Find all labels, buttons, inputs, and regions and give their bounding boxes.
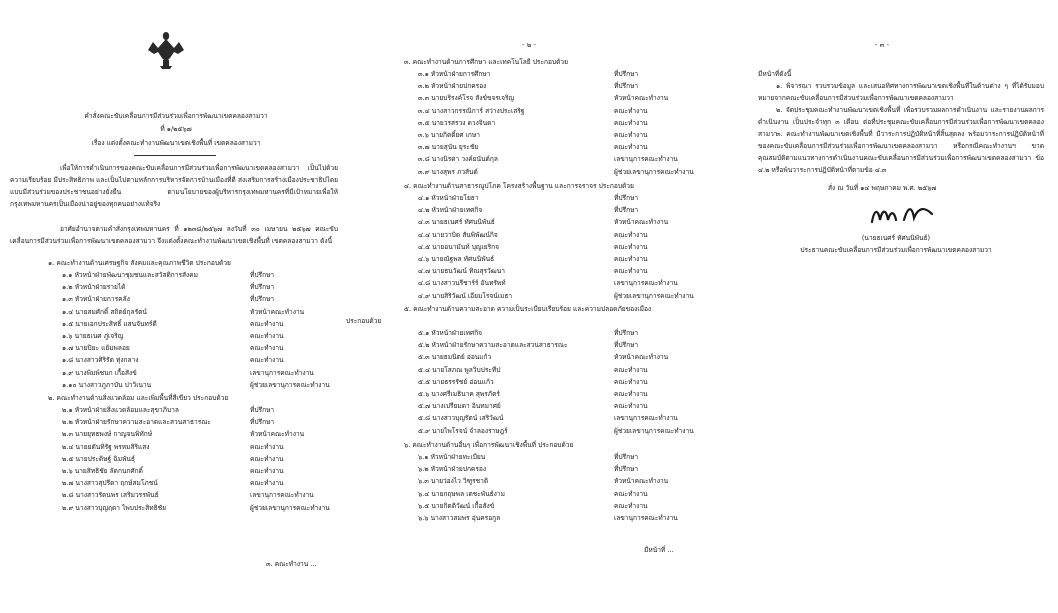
list-item: ๑.๕ นายเอกประสิทธิ์ แสนจันทร์ดี คณะทำงาน (62, 319, 284, 328)
section-4-list (418, 192, 698, 302)
section-4-title: ๔. คณะทำงานด้านสาธารณูปโภค โครงสร้างพื้นฐาน และการจราจร ประกอบด้วย (404, 182, 634, 190)
list-item: ๔.๒ หัวหน้าฝ่ายเทศกิจ ที่ปรึกษา (418, 206, 639, 215)
list-item: ๒.๖ นายสิทธิชัย ลัดกนกศักดิ์ คณะทำงาน (62, 466, 284, 475)
section-5-title: ๕. คณะทำงานด้านความสะอาด ความเป็นระเบียบเรียบร้อย และความปลอดภัยของเมือง (404, 305, 652, 313)
document-page-2 (346, 0, 706, 613)
list-item: ๑.๑๐ นางสาวภูภาบัน ปาวิเนาน ผู้ช่วยเลขานุการคณะทำงาน (62, 380, 330, 389)
section-3-list (418, 68, 698, 178)
list-item: ๑.๓ หัวหน้าฝ่ายการคลัง ที่ปรึกษา (62, 295, 275, 304)
list-item: ๑.๒ หัวหน้าฝ่ายรายได้ ที่ปรึกษา (62, 283, 275, 292)
list-item: ๕.๖ นางศรีเมธินาค สุพรภัตร์ คณะทำงาน (418, 389, 648, 398)
list-item: ๒.๘ นางสาวรัตนพร เสริมวรรพันธ์ เลขานุการคณะทำงาน (62, 491, 314, 500)
list-item: ๕.๔ นายโสภณ พูลวิบประทีป คณะทำงาน (418, 365, 648, 374)
list-item: ๕.๘ นางสาวบุญรัตน์ เสริวัฒน์ เลขานุการคณะทำงาน (418, 414, 678, 423)
list-item: ๖.๖ นางสาวสมพร อุ่นครอกูล เลขานุการคณะทำงาน (418, 513, 678, 522)
list-item: ๔.๓ นายธเนศร์ ทัศนนิพันธ์ หัวหน้าคณะทำงาน (418, 218, 669, 227)
list-item: ๔.๘ นางสาวนรีชาร์ร์ อันทรัพท์ เลขานุการคณะทำงาน (418, 279, 678, 288)
signer-title: ประธานคณะขับเคลื่อนการมีส่วนร่วมเพื่อการพัฒนาเขตคลองสามวา (800, 246, 992, 254)
list-item: ๓.๓ นายบริรงค์โรจ สังข์ขจรเจริญ หัวหน้าคณะทำงาน (418, 94, 669, 103)
continued-text: มีหน้าที่ ... (644, 546, 674, 554)
section-1-title: ๑. คณะทำงานด้านเศรษฐกิจ สังคมและคุณภาพชีวิต ประกอบด้วย (48, 259, 231, 267)
list-item: ๔.๙ นายสิริวัฒน์ เอียมโรจน์เมธา ผู้ช่วยเลขานุการคณะทำงาน (418, 291, 694, 300)
garuda-emblem-icon (144, 26, 188, 70)
list-item: ๔.๗ นายธนวัฒน์ ทิณสุรวัฒนา คณะทำงาน (418, 267, 648, 276)
list-item: ๖.๒ หัวหน้าฝ่ายปกครอง ที่ปรึกษา (418, 465, 639, 474)
list-item: ๔.๑ หัวหน้าฝ่ายโยธา ที่ปรึกษา (418, 194, 639, 202)
list-item: ๒.๒ หัวหน้าฝ่ายรักษาความสะอาดและสวนสาธารณะ ที่ปรึกษา (62, 418, 275, 427)
intro-paragraph: เพื่อให้การดำเนินการของคณะขับเคลื่อนการมีส่วนร่วมเพื่อการพัฒนาเขตคลองสามวา เป็นไปด้วยความเรียบร้อย มีประสิทธิภาพ และเป็นไปตามหลักการบริหารจัดการบ้านเมืองที่ดี ส่งเสริมการสร้างเมืองประชาธิปไตยแบบมีส่วนร่วมของประชาชนอย่างยั่งยืน ตามนโยบายของผู้บริหารกรุงเทพมหานครที่มีเป้าหมายเพื่อให้กรุงเทพมหานครเป็นเมืองน่าอยู่ของทุกคนอย่างแท้จริง (10, 164, 338, 208)
order-subject: เรื่อง แต่งตั้งคณะทำงานพัฒนาเขตเชิงพื้นที่ เขตคลองสามวา (91, 139, 261, 147)
list-item: ๒.๔ นายยตันทิรัฐ พรหมสิริแสง คณะทำงาน (62, 442, 284, 451)
list-item: ๓.๖ นายกิตติ์ยศ เกษา คณะทำงาน (418, 130, 648, 139)
continued-text: ๓. คณะทำงาน ... (266, 560, 317, 568)
signature-block (746, 232, 1046, 256)
list-item: ๕.๗ นางเปรียมดา อินทมาศย์ คณะทำงาน (418, 402, 648, 411)
list-item: ๓.๗ นายสุนัน ยุระชัย คณะทำงาน (418, 143, 648, 152)
section-6-list (418, 451, 698, 524)
order-date: สั่ง ณ วันที่ ๑๔ พฤษภาคม พ.ศ. ๒๕๖๗ (828, 184, 937, 192)
list-item: ๒.๑ หัวหน้าฝ่ายสิ่งแวดล้อมและสุขาภิบาล ที่ปรึกษา (62, 406, 275, 414)
document-page-3 (706, 0, 1058, 613)
list-item: ๓.๔ นางสาวกรรณิการ์ สว่างประเสริฐ คณะทำงาน (418, 106, 648, 115)
list-item: ๑.๘ นางสาวศิริรัต ทุ่งกลาง คณะทำงาน (62, 356, 284, 365)
duty-1: ๑. พิจารณา รวบรวมข้อมูล และเสนอทิศทางการพัฒนาเขตเชิงพื้นที่ในด้านต่าง ๆ ที่ได้รับมอบหมายจากคณะขับเคลื่อนการมีส่วนร่วมเพื่อการพัฒนาเขตคลองสามวา (758, 82, 1044, 102)
signer-name: (นายธเนศร์ ทัศนนิพันธ์) (861, 234, 931, 242)
section-2-title: ๒. คณะทำงานด้านสิ่งแวดล้อม และเพิ่มพื้นที่สีเขียว ประกอบด้วย (48, 394, 229, 402)
list-item: ๓.๙ นางสุพร ภวสันต์ ผู้ช่วยเลขานุการคณะทำงาน (418, 167, 694, 176)
list-item: ๕.๑ หัวหน้าฝ่ายเทศกิจ ที่ปรึกษา (418, 329, 639, 337)
list-item: ๖.๔ นายกฤษพล เตชะพันธ์งาม คณะทำงาน (418, 489, 648, 498)
section-1-list (62, 269, 342, 391)
list-item: ๑.๙ นางพิมพ์ชนก เกื้อสังข์ เลขานุการคณะทำงาน (62, 368, 314, 377)
list-item: ๕.๒ หัวหน้าฝ่ายรักษาความสะอาดและสวนสาธารณะ ที่ปรึกษา (418, 341, 639, 350)
list-item: ๒.๙ นางสาวบุญฤดา ไพบประสิทธิชัย ผู้ช่วยเลขานุการคณะทำงาน (62, 503, 330, 512)
list-item: ๔.๕ นายอนามันท์ บุญเยริกจ คณะทำงาน (418, 242, 648, 251)
page-number: - ๒ - (521, 41, 537, 49)
list-item: ๓.๕ นายวรสรวง ดวงจินดา คณะทำงาน (418, 118, 648, 127)
list-item: ๑.๖ นายธเนศ ภู่เจริญ คณะทำงาน (62, 331, 284, 340)
section-2-list (62, 404, 342, 514)
duty-2: ๒. จัดประชุมคณะทำงานพัฒนาเขตเชิงพื้นที่ เพื่อรวบรวมผลการดำเนินงาน และรายงานผลการดำเนินงาน เป็นประจำทุก ๓ เดือน ต่อที่ประชุมคณะขับเคลื่อนการมีส่วนร่วมเพื่อการพัฒนาเขตคลองสามวา (758, 106, 1044, 138)
order-title: คำสั่งคณะขับเคลื่อนการมีส่วนร่วมเพื่อการพัฒนาเขตคลองสามวา (84, 112, 268, 120)
list-item: ๕.๙ นายไพโรจน์ จำลองราษฎร์ ผู้ช่วยเลขานุการคณะทำงาน (418, 426, 694, 435)
list-item: ๔.๔ นายวาบิด สันพิพัฒน์กิจ คณะทำงาน (418, 230, 648, 239)
duty-3: ๓. คณะทำงานพัฒนาเขตเชิงพื้นที่ มีวาระการปฏิบัติหน้าที่สิ้นสุดลง พร้อมวาระการปฏิบัติหน้าที่ของคณะขับเคลื่อนการมีส่วนร่วมเพื่อการพัฒนาเขตคลองสามวา หรือกรณีคณะทำงานฯ ขาดคุณสมบัติตามแนวทางการดำเนินงานคณะขับเคลื่อนการมีส่วนร่วมเพื่อการพัฒนาเขตคลองสามวา ข้อ ๔.๒ หรือพ้นวาระการปฏิบัติหน้าที่ตามข้อ ๔.๓ (758, 130, 1044, 174)
list-item: ๒.๗ นางสาวสุปรีดา ฤกษ์สมโภชน์ คณะทำงาน (62, 479, 284, 488)
list-item: ๔.๖ นายณัฐพล ทัศนนิพันธ์ คณะทำงาน (418, 254, 648, 263)
signature-icon (866, 200, 938, 228)
list-item: ๑.๗ นายปิยะ แย้มพลอย คณะทำงาน (62, 344, 284, 353)
list-item: ๓.๘ นางนิรดา วงค์ยนันต์กุล เลขานุการคณะทำงาน (418, 155, 678, 164)
section-5-suffix: ประกอบด้วย (346, 317, 382, 325)
section-5-list (418, 327, 698, 437)
list-item: ๓.๑ หัวหน้าฝ่ายการศึกษา ที่ปรึกษา (418, 70, 639, 78)
divider-line (134, 155, 216, 156)
order-number: ที่ ๑/๒๕๖๗ (160, 125, 192, 133)
list-item: ๖.๕ นายกิตติวัฒน์ เกื้อสังข์ คณะทำงาน (418, 501, 648, 510)
list-item: ๑.๑ หัวหน้าฝ่ายพัฒนาชุมชนและสวัสดิการสังคม ที่ปรึกษา (62, 271, 275, 279)
list-item: ๖.๑ หัวหน้าฝ่ายทะเบียน ที่ปรึกษา (418, 453, 639, 461)
duties-title: มีหน้าที่ดังนี้ (758, 70, 792, 78)
list-item: ๒.๕ นายประดิษฐ์ ฉิมพันธุ์ คณะทำงาน (62, 454, 284, 463)
section-3-title: ๓. คณะทำงานด้านการศึกษา และเทคโนโลยี ประกอบด้วย (404, 58, 568, 66)
document-page-1 (0, 0, 352, 613)
list-item: ๒.๓ นายยุทธพงษ์ กาญจนพิทักษ์ หัวหน้าคณะทำงาน (62, 430, 305, 439)
section-6-title: ๖. คณะทำงานด้านอื่นๆ เพื่อการพัฒนาเชิงพื้นที่ ประกอบด้วย (404, 441, 574, 449)
page-number: - ๓ - (874, 41, 890, 49)
list-item: ๑.๔ นายสมศักดิ์ สถิตย์กุลรัตน์ หัวหน้าคณะทำงาน (62, 307, 305, 316)
list-item: ๓.๒ หัวหน้าฝ่ายปกครอง ที่ปรึกษา (418, 82, 639, 91)
list-item: ๕.๕ นายธรรรัชย์ อ่อนแก้ว คณะทำงาน (418, 377, 648, 386)
authority-paragraph: อาศัยอำนาจตามคำสั่งกรุงเทพมหานคร ที่ ๑๒๓๘/๒๕๖๗ ลงวันที่ ๓๐ เมษายน ๒๕๖๗ คณะขับเคลื่อนการมีส่วนร่วมเพื่อการพัฒนาเขตคลองสามวา จึงแต่งตั้งคณะทำงานพัฒนาเขตเชิงพื้นที่ เขตคลองสามวา ดังนี้ (10, 225, 338, 245)
list-item: ๕.๓ นายธมนิตย์ อ่อนแก้ว หัวหน้าคณะทำงาน (418, 353, 669, 362)
list-item: ๖.๓ นายว่องไว วิฑูรชาติ หัวหน้าคณะทำงาน (418, 477, 669, 486)
